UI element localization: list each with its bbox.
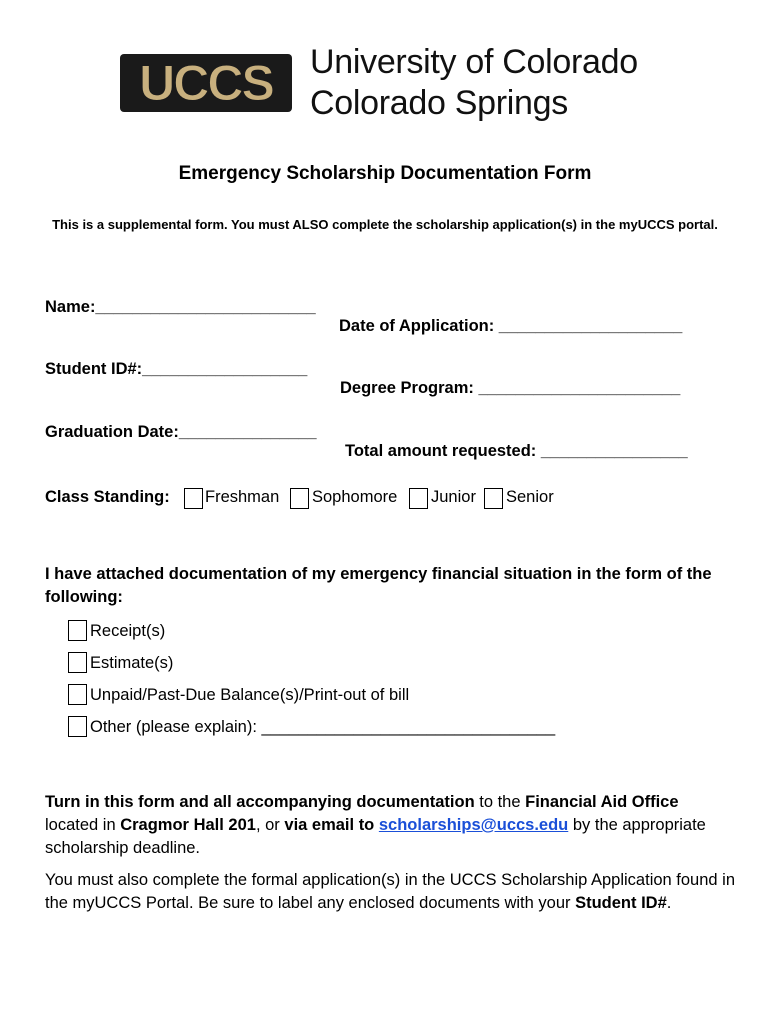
instr-text-3: , or <box>255 816 285 834</box>
sophomore-label: Sophomore <box>312 488 398 506</box>
document-item-estimates <box>68 652 728 676</box>
form-subtitle: This is a supplemental form. You must ALSO complete the scholarship application(s) in the myUCCS portal. <box>52 217 718 232</box>
estimates-label: Estimate(s) <box>90 654 174 672</box>
instr-bold-email: via email to <box>284 816 375 834</box>
document-item-other <box>68 716 728 740</box>
university-line-2: Colorado Springs <box>310 84 568 122</box>
instr-bold-1: Turn in this form and all accompanying documentation <box>45 793 475 811</box>
university-line-1: University of Colorado <box>310 43 638 81</box>
attachment-heading: I have attached documentation of my emergency financial situation in the form of the following: <box>45 565 712 606</box>
logo-text: UCCS <box>139 55 273 111</box>
senior-label: Senior <box>506 488 554 506</box>
freshman-label: Freshman <box>205 488 280 506</box>
student-id-row <box>45 341 681 398</box>
graduation-row <box>45 404 688 461</box>
name-field[interactable]: Name:________________________ <box>45 298 316 316</box>
document-item-unpaid-balance <box>68 684 728 708</box>
sophomore-checkbox[interactable] <box>290 488 309 509</box>
date-of-application-field[interactable]: Date of Application: ____________________ <box>339 317 683 335</box>
freshman-checkbox[interactable] <box>184 488 203 509</box>
senior-checkbox[interactable] <box>484 488 503 509</box>
name-row <box>45 279 683 336</box>
student-id-field[interactable]: Student ID#:__________________ <box>45 360 308 378</box>
degree-program-field[interactable]: Degree Program: ______________________ <box>340 379 681 397</box>
unpaid-balance-checkbox[interactable] <box>68 684 87 705</box>
class-standing-label: Class Standing: <box>45 488 170 506</box>
document-item-receipts <box>68 620 728 644</box>
financial-aid-office: Financial Aid Office <box>525 793 679 811</box>
other-label[interactable]: Other (please explain): ________________________________ <box>90 718 556 736</box>
form-title: Emergency Scholarship Documentation Form <box>178 163 592 184</box>
receipts-checkbox[interactable] <box>68 620 87 641</box>
note-student-id: Student ID# <box>575 894 667 912</box>
estimates-checkbox[interactable] <box>68 652 87 673</box>
class-standing-row <box>45 486 745 514</box>
unpaid-balance-label: Unpaid/Past-Due Balance(s)/Print-out of bill <box>90 686 410 704</box>
junior-checkbox[interactable] <box>409 488 428 509</box>
instr-text-5: by the appropriate scholarship deadline. <box>45 816 706 857</box>
junior-label: Junior <box>431 488 476 506</box>
submission-instructions <box>45 791 735 860</box>
formal-application-note <box>45 869 735 915</box>
note-text-2: . <box>666 894 672 912</box>
university-name <box>310 42 638 124</box>
instr-text-2: located in <box>45 816 121 834</box>
other-checkbox[interactable] <box>68 716 87 737</box>
note-text-1: You must also complete the formal application(s) in the UCCS Scholarship Application found in the myUCCS Portal. Be sure to label any enclosed documents with your <box>45 871 736 912</box>
office-location: Cragmor Hall 201 <box>120 816 256 834</box>
graduation-date-field[interactable]: Graduation Date:_______________ <box>45 423 317 441</box>
scholarship-email-link[interactable]: scholarships@uccs.edu <box>378 816 569 834</box>
uccs-logo <box>120 54 292 112</box>
receipts-label: Receipt(s) <box>90 622 166 640</box>
header <box>120 38 680 128</box>
total-amount-field[interactable]: Total amount requested: ________________ <box>345 442 688 460</box>
instr-text-1: to the <box>474 793 526 811</box>
